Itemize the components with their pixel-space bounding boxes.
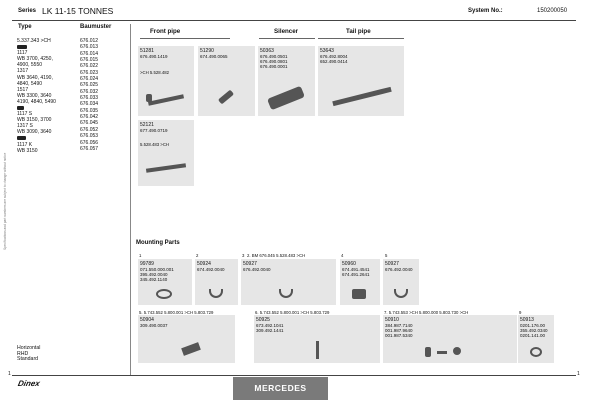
- gasket-image: [530, 347, 542, 357]
- type-row: WB 3700, 4250,: [17, 56, 53, 63]
- part-ref: 0201.176.00: [520, 323, 546, 328]
- baumuster-row: 676.023: [80, 69, 99, 76]
- part-ref: 309.492.1441: [256, 328, 284, 333]
- part-ref: 676.490.0001: [260, 64, 288, 69]
- baumuster-row: 676.022: [80, 63, 99, 70]
- front-pipe-image: [148, 94, 184, 105]
- part-ref: 345.492.1140: [140, 277, 168, 282]
- type-row: 4900, 5550: [17, 62, 43, 69]
- part-number: 50910: [385, 317, 399, 323]
- part-ref: 676.490.1419: [140, 54, 168, 59]
- part-ref: 001.987.5340: [385, 333, 413, 338]
- system-number-value: 150200050: [537, 8, 568, 14]
- part-ref: 676.492.0040: [385, 267, 413, 272]
- baumuster-row: 676.056: [80, 139, 99, 146]
- mount-card-50913[interactable]: [518, 315, 554, 363]
- mount-card-50925[interactable]: [254, 315, 380, 363]
- system-number-label: System No.:: [468, 8, 503, 14]
- short-truck-icon: [17, 136, 26, 140]
- header-rule: [12, 20, 576, 21]
- u-clamp-image: [279, 289, 293, 298]
- column-divider: [130, 24, 131, 376]
- type-row: WB 3090, 3640: [17, 129, 52, 136]
- part-number: 50960: [342, 261, 356, 267]
- mount-card-50927[interactable]: [241, 259, 336, 305]
- part-ref: 0201.141.00: [520, 333, 546, 338]
- config-variant: Standard: [17, 356, 39, 363]
- bracket-image: [352, 289, 366, 299]
- silencer-bracket: [259, 38, 315, 39]
- part-card-52121[interactable]: [138, 120, 194, 186]
- config-notes: [17, 346, 40, 363]
- page-marker-right: 1: [577, 371, 580, 377]
- part-ref: 384.987.7140: [385, 323, 413, 328]
- baumuster-row: 676.032: [80, 88, 99, 95]
- part-number: 50927: [243, 261, 257, 267]
- u-clamp-image: [394, 289, 408, 298]
- part-number: 50913: [520, 317, 534, 323]
- tail-pipe-title: Tail pipe: [346, 28, 371, 35]
- mount-card-99789[interactable]: [138, 259, 192, 305]
- mount-index: 9: [519, 310, 522, 315]
- footer-rule: [12, 375, 576, 376]
- part-ref: 673.492.1041: [256, 323, 284, 328]
- nut-image: [453, 347, 461, 355]
- series-label: Series: [18, 8, 37, 14]
- baumuster-row: 676.035: [80, 107, 99, 114]
- part-ref: 676.490.0801: [260, 59, 288, 64]
- baumuster-row: 676.014: [80, 50, 99, 57]
- type-header: Type: [18, 24, 32, 30]
- baumuster-row: 676.015: [80, 57, 99, 64]
- part-number: 50927: [385, 261, 399, 267]
- type-row: WB 3150, 3700: [17, 117, 52, 124]
- config-orientation: Horizontal: [17, 345, 41, 351]
- type-list: [17, 38, 56, 154]
- type-row: 1117 K: [17, 141, 33, 148]
- baumuster-row: 676.045: [80, 120, 99, 127]
- silencer-image: [267, 86, 305, 111]
- baumuster-row: 676.057: [80, 145, 99, 152]
- type-row: 5.337.343 >CH: [17, 38, 51, 44]
- dinex-logo: Dinex: [17, 379, 41, 388]
- series-value: LK 11-15 TONNES: [42, 6, 114, 16]
- type-row: 1117: [17, 50, 28, 57]
- part-ref: 676.490.0501: [260, 54, 288, 59]
- page-marker-left: 1: [8, 371, 11, 377]
- config-drive: RHD: [17, 350, 29, 357]
- baumuster-row: 676.033: [80, 95, 99, 102]
- type-row: 4840, 5490: [17, 80, 43, 87]
- tail-pipe-bracket: [318, 38, 404, 39]
- part-number: 51290: [200, 48, 214, 54]
- mount-index: 5: [385, 253, 388, 258]
- part-ref: 309.490.0037: [140, 323, 168, 328]
- type-row: WB 3640, 4190,: [17, 74, 53, 81]
- brand-banner: MERCEDES: [233, 377, 328, 400]
- mount-card-50910[interactable]: [383, 315, 517, 363]
- mount-note: 5. 5.743.552 5.800.001 >CH 5.803.729: [139, 310, 214, 315]
- part-ref: 676.492.0040: [243, 267, 271, 272]
- type-row: WB 3150: [17, 147, 38, 154]
- hanger-image: [181, 342, 201, 356]
- front-pipe-bracket: [140, 38, 230, 39]
- part-ref: 674.490.0065: [200, 54, 228, 59]
- baumuster-row: 676.034: [80, 101, 99, 108]
- part-number: 50363: [260, 48, 274, 54]
- part-number: 50925: [256, 317, 270, 323]
- type-row: 1517: [17, 86, 29, 93]
- mount-index: 4: [341, 253, 344, 258]
- baumuster-row: 676.024: [80, 76, 99, 83]
- mount-index: 2: [196, 253, 199, 258]
- part-ref: 395.492.0040: [140, 272, 168, 277]
- mount-index: 1: [139, 253, 142, 258]
- baumuster-header: Baumuster: [80, 24, 112, 30]
- part-ref: 674.491.4541: [342, 267, 370, 272]
- silencer-title: Silencer: [274, 28, 299, 35]
- rod-image: [316, 341, 319, 359]
- tail-pipe-image: [332, 87, 391, 106]
- part-number: 99789: [140, 261, 154, 267]
- part-ref: 677.490.0719: [140, 128, 168, 133]
- baumuster-list: [80, 38, 98, 152]
- mount-note: 2. BM 676.045 5.528.483 >CH: [247, 253, 306, 258]
- part-ref: 676.492.8004: [320, 54, 348, 59]
- part-number: 52121: [140, 122, 154, 128]
- type-row: WB 3300, 3640: [17, 92, 52, 99]
- tipper-icon: [17, 106, 24, 110]
- mount-note: 7. 5.743.553 >CH 5.800.000 5.803.730 >CH: [384, 310, 469, 315]
- bracket-image: [425, 347, 431, 357]
- vertical-note: Specifications and part numbers are subject to change without notice: [3, 152, 7, 250]
- part-note: >CH 5.528.482: [140, 70, 170, 75]
- part-number: 50904: [140, 317, 154, 323]
- part-note: 5.528.483 >CH: [140, 142, 170, 147]
- part-ref: 674.491.2641: [342, 272, 370, 277]
- part-card-51281[interactable]: [138, 46, 194, 116]
- part-ref: 652.490.0414: [320, 59, 348, 64]
- baumuster-row: 676.025: [80, 82, 99, 89]
- part-ref: 001.987.9640: [385, 328, 413, 333]
- baumuster-row: 676.053: [80, 133, 99, 140]
- mount-index: 3: [242, 253, 245, 258]
- part-number: 50924: [197, 261, 211, 267]
- mount-card-50927-b[interactable]: [383, 259, 419, 305]
- part-ref: 071.550.000.001: [140, 267, 174, 272]
- type-row: 1317: [17, 68, 29, 75]
- u-clamp-image: [209, 289, 223, 298]
- flange-image: [146, 94, 152, 102]
- part-card-51290[interactable]: [198, 46, 255, 116]
- bolt-image: [437, 351, 447, 354]
- part-ref: 355.492.0340: [520, 328, 548, 333]
- part-card-53643[interactable]: [318, 46, 404, 116]
- baumuster-row: 676.013: [80, 44, 99, 51]
- baumuster-row: 676.042: [80, 114, 99, 121]
- part-number: 53643: [320, 48, 334, 54]
- mounting-parts-title: Mounting Parts: [136, 240, 180, 246]
- part-ref: 674.492.0040: [197, 267, 225, 272]
- mount-note: 6. 5.743.552 5.800.001 >CH 5.803.729: [255, 310, 330, 315]
- mount-card-50904[interactable]: [138, 315, 235, 363]
- type-row: 1317 S: [17, 123, 33, 130]
- mount-card-50924[interactable]: [195, 259, 238, 305]
- type-row: 1117 S: [17, 111, 33, 118]
- baumuster-row: 676.052: [80, 126, 99, 133]
- front-pipe-alt-image: [146, 163, 186, 173]
- flex-pipe-image: [218, 90, 234, 105]
- mount-card-50960[interactable]: [340, 259, 380, 305]
- clamp-ring-image: [156, 289, 172, 299]
- baumuster-row: 676.012: [80, 38, 99, 44]
- part-number: 51281: [140, 48, 154, 54]
- type-row: 4190, 4840, 5490: [17, 98, 56, 105]
- part-card-50363[interactable]: [258, 46, 315, 116]
- front-pipe-title: Front pipe: [150, 28, 181, 35]
- truck-icon: [17, 45, 27, 49]
